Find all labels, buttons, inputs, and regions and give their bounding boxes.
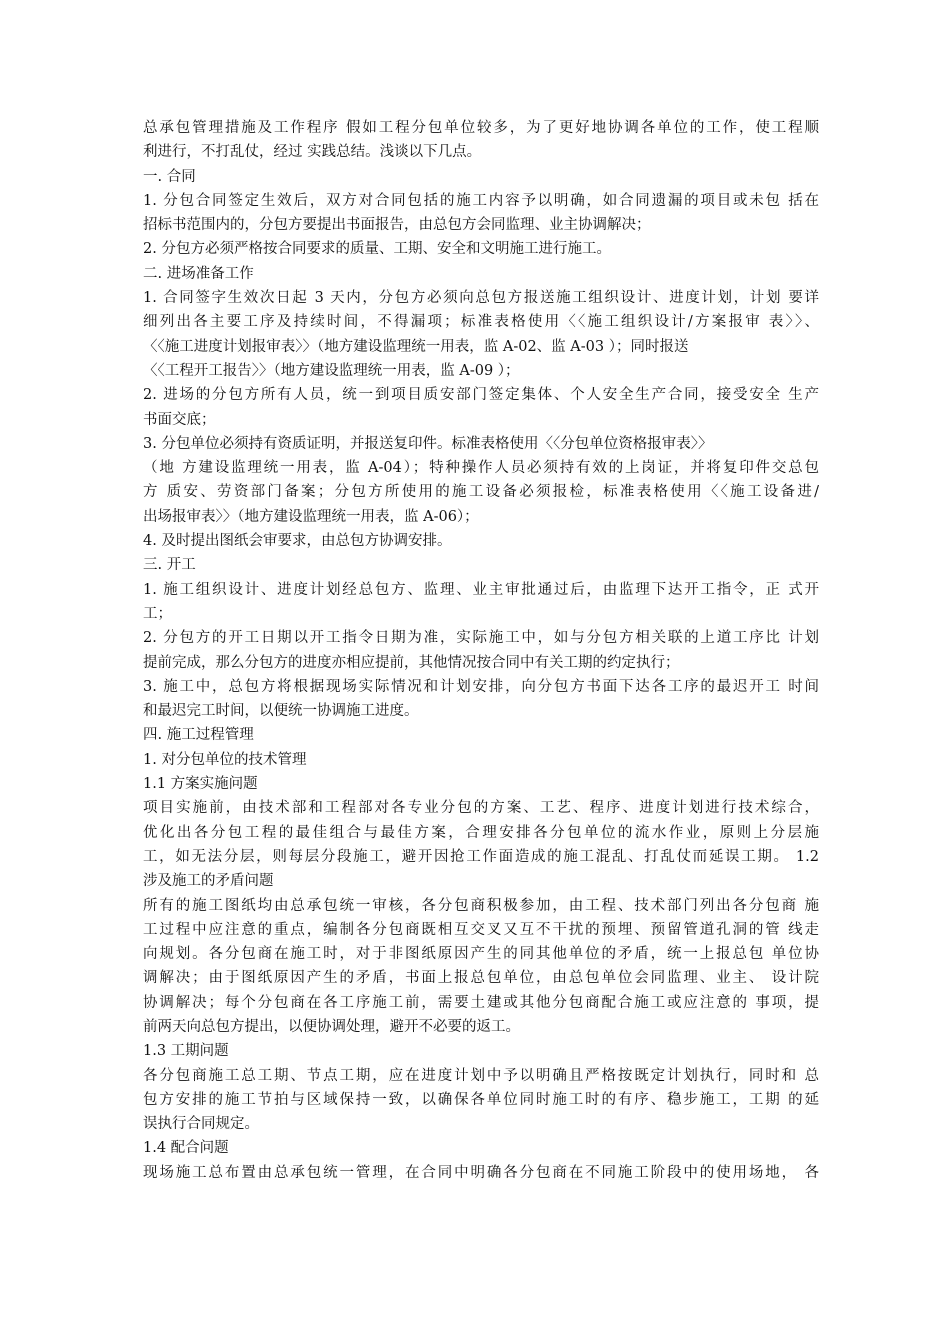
text-line: 出场报审表〉〉（地方建设监理统一用表，监 A-06）； xyxy=(143,508,479,525)
text-line: 误执行合同规定。 xyxy=(143,1116,259,1133)
subsection-heading: 1.1 方案实施问题 xyxy=(143,776,258,793)
text-line: 1. 施工组织设计、进度计划经总包方、监理、业主审批通过后，由监理下达开工指令，正 式开 xyxy=(143,581,819,598)
text-line: 〈〈工程开工报告〉〉（地方建设监理统一用表，监 A-09 ）； xyxy=(143,362,520,379)
text-line: 1. 合同签字生效次日起 3 天内，分包方必须向总包方报送施工组织设计、进度计划，计划 要详 xyxy=(143,290,819,307)
text-line: 〈〈施工进度计划报审表〉〉（地方建设监理统一用表，监 A-02、监 A-03 ）；同时报送 xyxy=(143,338,689,355)
subsection-heading: 1.3 工期问题 xyxy=(143,1043,229,1060)
section-heading: 四. 施工过程管理 xyxy=(143,727,254,744)
text-line: 提前完成，那么分包方的进度亦相应提前，其他情况按合同中有关工期的约定执行； xyxy=(143,654,680,671)
text-line: 2. 分包方必须严格按合同要求的质量、工期、安全和文明施工进行施工。 xyxy=(143,241,611,258)
text-line: 书面交底； xyxy=(143,411,216,428)
subsection-heading: 1.4 配合问题 xyxy=(143,1140,229,1157)
text-line: 各分包商施工总工期、节点工期，应在进度计划中予以明确且严格按既定计划执行，同时和 总 xyxy=(143,1067,819,1084)
section-heading: 三. 开工 xyxy=(143,557,196,574)
text-line: 现场施工总布置由总承包统一管理，在合同中明确各分包商在不同施工阶段中的使用场地， 各 xyxy=(143,1164,819,1181)
section-heading: 二. 进场准备工作 xyxy=(143,265,254,282)
text-line: 优化出各分包工程的最佳组合与最佳方案，合理安排各分包单位的流水作业，原则上分层施 xyxy=(143,824,819,841)
text-line: 向规划。各分包商在施工时，对于非图纸原因产生的同其他单位的矛盾，统一上报总包 单位协 xyxy=(143,946,819,963)
text-line: 方 质安、劳资部门备案；分包方所使用的施工设备必须报检，标准表格使用〈〈施工设备进/ xyxy=(143,484,819,501)
text-line: 项目实施前，由技术部和工程部对各专业分包的方案、工艺、程序、进度计划进行技术综合， xyxy=(143,800,819,817)
subsection-heading: 1. 对分包单位的技术管理 xyxy=(143,751,307,768)
text-line: 和最迟完工时间，以便统一协调施工进度。 xyxy=(143,703,419,720)
text-line: 细列出各主要工序及持续时间，不得漏项；标准表格使用〈〈施工组织设计/方案报审 表〉〉、 xyxy=(143,314,819,331)
text-line: 所有的施工图纸均由总承包统一审核，各分包商积极参加，由工程、技术部门列出各分包商 施 xyxy=(143,897,819,914)
text-line: 工过程中应注意的重点，编制各分包商既相互交叉又互不干扰的预埋、预留管道孔洞的管 线走 xyxy=(143,921,819,938)
document-body xyxy=(143,116,819,1185)
text-line: 总承包管理措施及工作程序 假如工程分包单位较多，为了更好地协调各单位的工作，使工程顺 xyxy=(143,120,819,136)
text-line: 2. 进场的分包方所有人员，统一到项目质安部门签定集体、个人安全生产合同，接受安全 生产 xyxy=(143,387,819,404)
text-line: 招标书范围内的，分包方要提出书面报告，由总包方会同监理、业主协调解决； xyxy=(143,217,651,234)
text-line: 3. 分包单位必须持有资质证明，并报送复印件。标准表格使用〈〈分包单位资格报审表〉〉 xyxy=(143,435,713,452)
text-line: 4. 及时提出图纸会审要求，由总包方协调安排。 xyxy=(143,533,452,550)
text-line: 1. 分包合同签定生效后，双方对合同包括的施工内容予以明确，如合同遗漏的项目或未包 括在 xyxy=(143,192,819,209)
text-line: 利进行，不打乱仗，经过 实践总结。浅谈以下几点。 xyxy=(143,144,482,161)
text-line: 3. 施工中，总包方将根据现场实际情况和计划安排，向分包方书面下达各工序的最迟开工 时间 xyxy=(143,678,819,695)
text-line: 协调解决；每个分包商在各工序施工前，需要土建或其他分包商配合施工或应注意的 事项，提 xyxy=(143,994,819,1011)
text-line: （地 方建设监理统一用表，监 A-04）；特种操作人员必须持有效的上岗证，并将复印件交总包 xyxy=(143,460,819,477)
subsection-heading: 涉及施工的矛盾问题 xyxy=(143,873,274,890)
text-line: 包方安排的施工节拍与区域保持一致，以确保各单位同时施工时的有序、稳步施工，工期 的延 xyxy=(143,1091,819,1108)
text-line: 前两天向总包方提出，以便协调处理，避开不必要的返工。 xyxy=(143,1018,520,1035)
text-line: 调解决；由于图纸原因产生的矛盾，书面上报总包单位，由总包单位会同监理、业主、 设计院 xyxy=(143,970,819,987)
text-line: 工，如无法分层，则每层分段施工，避开因抢工作面造成的施工混乱、打乱仗而延误工期。 1.2 xyxy=(143,848,819,865)
text-line: 工； xyxy=(143,605,172,622)
section-heading: 一. 合同 xyxy=(143,168,196,185)
text-line: 2. 分包方的开工日期以开工指令日期为准，实际施工中，如与分包方相关联的上道工序比 计划 xyxy=(143,630,819,647)
